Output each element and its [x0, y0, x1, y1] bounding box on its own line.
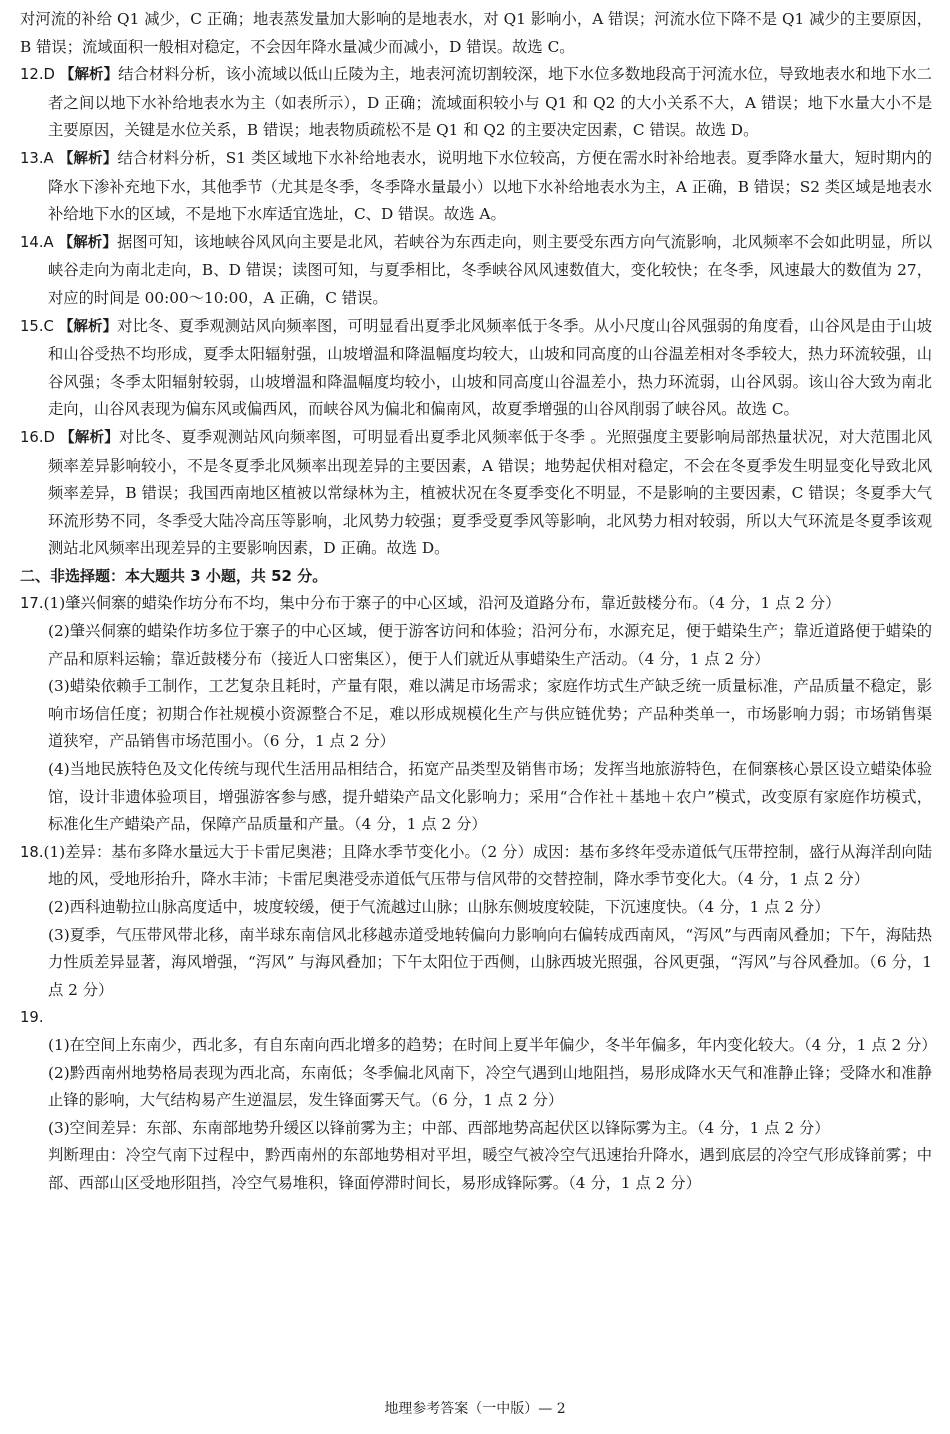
analysis-tag: 【解析】 [58, 318, 118, 335]
answer-item-19-part-1 [20, 1004, 937, 1059]
q11-continuation: 对河流的补给 Q1 减少，C 正确；地表蒸发量加大影响的是地表水，对 Q1 影响小，A 错误；河流水位下降不是 Q1 减少的主要原因，B 错误；流域面积一般相对稳定，不会因年降水量减少而减小，D 错误。故选 C。 [20, 10, 932, 56]
answer-item-17-part-2: (2)肇兴侗寨的蜡染作坊多位于寨子的中心区域，便于游客访问和体验；沿河分布，水源充足，便于蜡染生产；靠近道路便于蜡染的产品和原料运输；靠近鼓楼分布（接近人口密集区），便于人们就近从事蜡染生产活动。（4 分，1 点 2 分） [48, 622, 932, 668]
analysis-text: 结合材料分析，S1 类区域地下水补给地表水，说明地下水位较高，方便在需水时补给地表。夏季降水量大，短时期内的降水下渗补充地下水，其他季节（尤其是冬季，冬季降水量最小）以地下水补给地表水为主，A 正确，B 错误；S2 类区域是地表水补给地下水的区域，不是地下水库适宜选址，C、D 错误。故选 A。 [48, 148, 932, 224]
item-number: 15. [20, 317, 44, 335]
answer-item-19-part-3: (3)空间差异：东部、东南部地势升缓区以锋前雾为主；中部、西部地势高起伏区以锋际雾为主。（4 分，1 点 2 分） [48, 1118, 830, 1137]
item-number: 16. [20, 428, 44, 446]
item-answer: C [43, 317, 54, 335]
item-answer: D [43, 428, 55, 446]
item-answer: D [43, 66, 55, 84]
answer-item-16 [20, 424, 932, 563]
answer-item-18-part-2: (2)西科迪勒拉山脉高度适中，坡度较缓，便于气流越过山脉；山脉东侧坡度较陡，下沉速度快。（4 分，1 点 2 分） [48, 898, 830, 916]
answer-item-17-part-3: (3)蜡染依赖手工制作，工艺复杂且耗时，产量有限，难以满足市场需求；家庭作坊式生产缺乏统一质量标准，产品质量不稳定，影响市场信任度；初期合作社规模小资源整合不足，难以形成规模化生产与供应链优势；产品种类单一，市场影响力弱；市场销售渠道狭窄，产品销售市场范围小。（6 分，1 点 2 分） [48, 677, 932, 751]
item-number: 19. [20, 1009, 44, 1027]
part-text: (1)在空间上东南少，西北多，有自东南向西北增多的趋势；在时间上夏半年偏少，冬半年偏多，年内变化较大。（4 分，1 点 2 分） [48, 1035, 937, 1054]
answer-item-19-part-4: 判断理由：冷空气南下过程中，黔西南州的东部地势相对平坦，暖空气被冷空气迅速抬升降水，遇到底层的冷空气形成锋前雾；中部、西部山区受地形阻挡，冷空气易堆积，锋面停滞时间长，易形成锋际雾。（4 分，1 点 2 分） [48, 1146, 932, 1192]
answer-item-19-part-2: (2)黔西南州地势格局表现为西北高，东南低；冬季偏北风南下，冷空气遇到山地阻挡，易形成降水天气和准静止锋；受降水和准静止锋的影响，大气结构易产生逆温层，发生锋面雾天气。（6 分，1 点 2 分） [48, 1063, 932, 1110]
answer-item-14 [20, 229, 932, 313]
item-number: 12. [20, 66, 44, 84]
item-number: 14. [20, 233, 44, 251]
section-header: 二、非选择题：本大题共 3 小题，共 52 分。 [20, 566, 328, 585]
analysis-text: 对比冬、夏季观测站风向频率图，可明显看出夏季北风频率低于冬季 。光照强度主要影响局部热量状况，对大范围北风频率差异影响较小，不是冬夏季北风频率出现差异的主要因素，A 错误；地势起伏相对稳定，不会在冬夏季发生明显变化导致北风频率差异，B 错误；我国西南地区植被以常绿林为主，植被状况在冬夏季变化不明显，不是影响的主要因素，C 错误；冬夏季大气环流形势不同，冬季受大陆冷高压等影响，北风势力较强；夏季受夏季风等影响，北风势力相对较弱，所以大气环流是冬夏季该观测站北风频率出现差异的主要影响因素，D 正确。故选 D。 [48, 427, 932, 558]
analysis-text: 对比冬、夏季观测站风向频率图，可明显看出夏季北风频率低于冬季。从小尺度山谷风强弱的角度看，山谷风是由于山坡和山谷受热不均形成，夏季太阳辐射强，山坡增温和降温幅度均较大，山坡和同高度的山谷温差相对冬季较大，热力环流较强，山谷风强；冬季太阳辐射较弱，山坡增温和降温幅度均较小，山坡和同高度山谷温差小，热力环流弱，山谷风弱。该山谷大致为南北走向，山谷风表现为偏东风或偏西风，而峡谷风为偏北和偏南风，故夏季增强的山谷风削弱了峡谷风。故选 C。 [48, 316, 933, 419]
part-text: (1)肇兴侗寨的蜡染作坊分布不均，集中分布于寨子的中心区域，沿河及道路分布，靠近鼓楼分布。（4 分，1 点 2 分） [43, 594, 841, 613]
item-number: 18. [20, 843, 44, 861]
answer-item-12 [20, 61, 932, 145]
answer-item-17-part-4: (4)当地民族特色及文化传统与现代生活用品相结合，拓宽产品类型及销售市场；发挥当地旅游特色，在侗寨核心景区设立蜡染体验馆，设计非遗体验项目，增强游客参与感，提升蜡染产品文化影响力；采用“合作社＋基地＋农户”模式，改变原有家庭作坊模式，标准化生产蜡染产品，保障产品质量和产量。（4 分，1 点 2 分） [48, 760, 932, 834]
answer-item-17-part-1 [20, 590, 932, 618]
page-footer: 地理参考答案（一中版）— 2 [384, 1401, 566, 1417]
item-number: 17. [20, 595, 44, 613]
item-answer: A [43, 149, 54, 167]
analysis-tag: 【解析】 [60, 429, 120, 446]
answer-item-13 [20, 145, 932, 229]
analysis-tag: 【解析】 [59, 67, 119, 84]
answer-item-18-part-3: (3)夏季，气压带风带北移，南半球东南信风北移越赤道受地转偏向力影响向右偏转成西南风，“泻风”与西南风叠加；下午，海陆热力性质差异显著，海风增强，“泻风” 与海风叠加；下午太阳位于西侧，山脉西坡光照强，谷风更强，“泻风”与谷风叠加。（6 分，1 点 2 分） [48, 925, 932, 999]
analysis-tag: 【解析】 [58, 234, 117, 251]
answer-item-15 [20, 313, 932, 424]
part-text: (1)差异：基布多降水量远大于卡雷尼奥港；且降水季节变化小。（2 分）成因：基布多终年受赤道低气压带控制，盛行从海洋刮向陆地的风，受地形抬升，降水丰沛；卡雷尼奥港受赤道低气压带与信风带的交替控制，降水季节变化大。（4 分，1 点 2 分） [43, 842, 932, 889]
item-answer: A [43, 233, 54, 251]
analysis-text: 据图可知，该地峡谷风风向主要是北风，若峡谷为东西走向，则主要受东西方向气流影响，北风频率不会如此明显，所以峡谷走向为南北走向，B、D 错误；读图可知，与夏季相比，冬季峡谷风风速数值大，变化较快；在冬季，风速最大的数值为 27，对应的时间是 00:00～10:00，A 正确，C 错误。 [48, 232, 932, 307]
answer-item-18-part-1 [20, 839, 932, 894]
analysis-tag: 【解析】 [58, 150, 118, 167]
analysis-text: 结合材料分析，该小流域以低山丘陵为主，地表河流切割较深，地下水位多数地段高于河流水位，导致地表水和地下水二者之间以地下水补给地表水为主（如表所示），D 正确；流域面积较小与 Q1 和 Q2 的大小关系不大，A 错误；地下水量大小不是主要原因，关键是水位关系，B 错误；地表物质疏松不是 Q1 和 Q2 的主要决定因素，C 错误。故选 D。 [48, 65, 932, 140]
item-number: 13. [20, 149, 44, 167]
